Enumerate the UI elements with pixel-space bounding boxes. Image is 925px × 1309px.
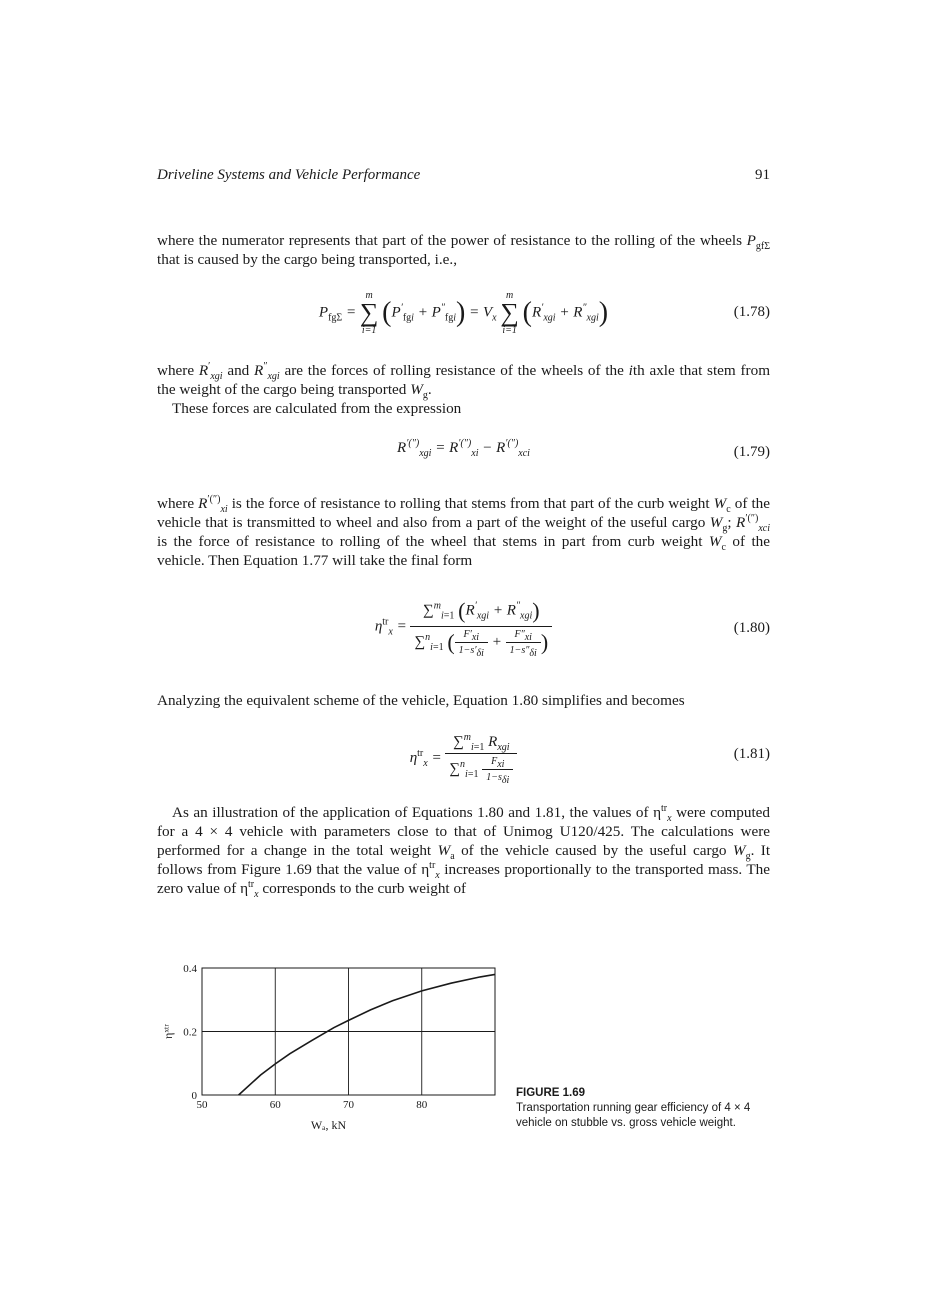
y-tick-label: 0.4	[183, 963, 197, 975]
equation-1-79-body: $R^{'('')}_{xgi} = R^{'('')}_{xi} - R^{'('')}_{xci}$	[397, 438, 530, 459]
equation-number: (1.79)	[733, 444, 770, 460]
equation-1-78-body: $P_{fg\Sigma}$ = m ∑ i=1 $(P'_{fgi} + P''_{fgi}) = V_x$ m ∑ i=1 $(R'_{xgi} + R''_{xgi})$	[318, 290, 609, 336]
paragraph-4: where $R^{'('')}_{xi}$ is the force of resistance to rolling that stems from that part of the curb weight $W_c$ of the vehicle that is transmitted to wheel and also from a part of the weight of the useful cargo $W_g$; $R^{'('')}_{xci}$ is the force of resistance to rolling of the wheel that stems in part from curb weight $W_c$ of the vehicle. Then Equation 1.77 will take the final form	[157, 493, 771, 569]
x-tick-label: 60	[269, 1099, 281, 1111]
equation-number: (1.80)	[733, 620, 770, 636]
running-head	[157, 167, 770, 187]
equation-1-81-body: $\eta^{tr}_x$ = ∑$^m_{i=1}$ $R_{xgi}$ ∑$^n_{i=1}$ $\frac{F_{xi}}{1-s_{\delta i}}$	[157, 734, 770, 783]
equation-1-79	[157, 440, 770, 468]
page-number: 91	[755, 167, 770, 183]
paragraph-2: where $R'_{xgi}$ and $R''_{xgi}$ are the forces of rolling resistance of the wheels of the ith axle that stem from the weight of the cargo being transported $W_g$.	[157, 360, 771, 402]
figure-caption	[516, 1086, 776, 1131]
paragraph-3: These forces are calculated from the expression	[172, 400, 462, 417]
figure-label: FIGURE 1.69	[516, 1087, 586, 1099]
x-axis-label: Wₐ, kN	[310, 1118, 347, 1132]
equation-number: (1.81)	[733, 746, 770, 762]
paragraph-1: where the numerator represents that part of the power of resistance to the rolling of the wheels $P_{gf\Sigma}$ that is caused by the cargo being transported, i.e.,	[157, 232, 771, 268]
series-line	[239, 974, 495, 1095]
equation-1-81	[157, 732, 770, 786]
equation-1-80-body: $\eta^{tr}_x$ = ∑$^m_{i=1}$ $(R'_{xgi} + R''_{xgi})$ ∑$^n_{i=1}$ ( $\frac{F'_{xi}}{1-s'_{\delta i}}$ + $\frac{F''_{xi}}{1-s''_{\delta i}}$ )	[157, 598, 770, 656]
efficiency-chart	[155, 955, 515, 1140]
figure-caption-text: Transportation running gear efficiency of 4 × 4 vehicle on stubble vs. gross vehicle weight.	[516, 1102, 751, 1129]
x-tick-label: 80	[416, 1099, 428, 1111]
x-tick-label: 50	[196, 1099, 208, 1111]
x-tick-label: 70	[343, 1099, 354, 1111]
y-tick-label: 0.2	[183, 1026, 197, 1039]
equation-number: (1.78)	[733, 304, 770, 320]
y-axis-label: ηˣᵗʳ	[161, 1024, 175, 1039]
paragraph-6: As an illustration of the application of Equations 1.80 and 1.81, the values of $\eta^{tr}_x$ were computed for a 4 × 4 vehicle with parameters close to that of Unimog U120/425. The calculations were performed for a change in the total weight $W_a$ of the vehicle caused by the useful cargo $W_g$. It follows from Figure 1.69 that the value of $\eta^{tr}_x$ increases proportionally to the transported mass. The zero value of $\eta^{tr}_x$ corresponds to the curb weight of	[157, 802, 771, 901]
equation-1-80	[157, 598, 770, 670]
equation-1-78	[157, 290, 770, 340]
y-tick-label: 0	[191, 1090, 197, 1102]
running-head-title: Driveline Systems and Vehicle Performance	[157, 167, 421, 183]
paragraph-5: Analyzing the equivalent scheme of the vehicle, Equation 1.80 simplifies and becomes	[157, 692, 685, 709]
